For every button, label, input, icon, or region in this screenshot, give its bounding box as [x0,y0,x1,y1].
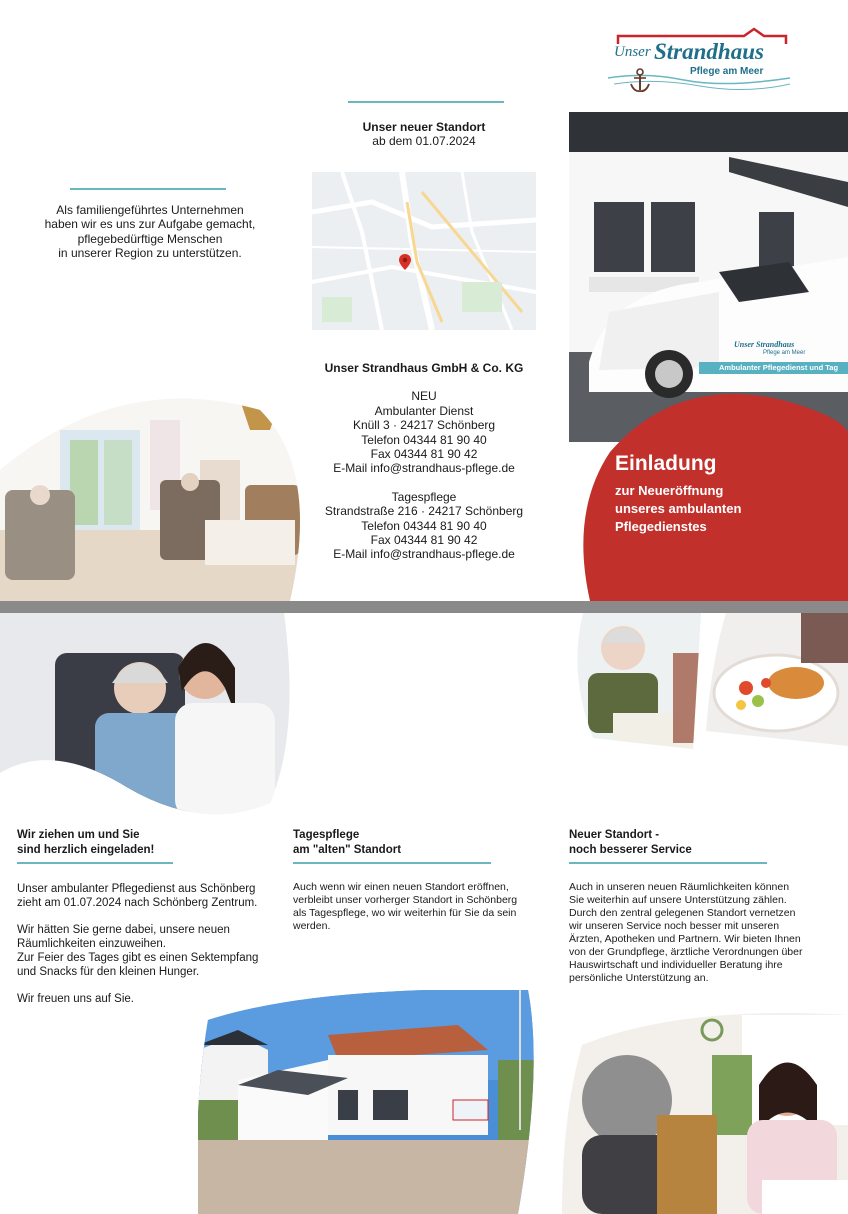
photo-day-care [562,1005,848,1214]
intro-text [20,203,280,261]
col3-line: Hauswirtschaft und individueller Beratung ihre [569,959,783,971]
invite-text [615,451,835,536]
col3-rule [569,862,767,864]
tages-phone: Telefon 04344 81 90 40 [361,518,487,533]
photo-living-room [0,390,302,601]
intro-line: in unserer Region zu unterstützen. [58,246,242,261]
col1-body [17,882,292,1006]
col3-title-line: noch besserer Service [569,844,692,856]
col1 [17,828,287,858]
invite-line: unseres ambulanten [615,501,742,516]
logo-tagline: Pflege am Meer [690,66,764,77]
logo [604,26,794,98]
col1-line: und Snacks für den kleinen Hunger. [17,966,200,978]
tages-label: Tagespflege [391,489,457,504]
col3-line: Ärzten, Apotheken und Partnern. Wir bieten Ihnen [569,933,801,945]
ambulant-phone: Telefon 04344 81 90 40 [361,432,487,447]
intro-line: pflegebedürftige Menschen [77,231,223,246]
location-date: ab dem 01.07.2024 [372,134,476,148]
col1-rule [17,862,173,864]
col1-line: Unser ambulanter Pflegedienst aus Schönberg [17,883,256,895]
intro-line: Als familiengeführtes Unternehmen [56,203,244,217]
intro-rule [70,188,226,190]
location-title: Unser neuer Standort [362,120,486,134]
photo-board-game [573,613,701,749]
tages-line: Strandstraße 216 · 24217 Schönberg [324,504,524,519]
col3-line: von der Grundpflege, ärztliche Verordnungen über [569,946,803,958]
location-heading [300,120,548,148]
col3-body [569,881,839,985]
map-pin-icon [399,254,411,270]
photo-caregiver [0,613,296,818]
logo-word-unser: Unser [614,44,651,60]
col2-rule [293,862,491,864]
company-name: Unser Strandhaus GmbH & Co. KG [324,361,524,375]
col2 [293,828,543,858]
col1-line: Räumlichkeiten einzuweihen. [17,938,166,950]
anchor-icon [631,69,649,91]
col1-line: Wir freuen uns auf Sie. [17,993,134,1005]
col2-body [293,881,548,933]
col1-line: Wir hätten Sie gerne dabei, unsere neuen [17,924,230,936]
col3-title-line: Neuer Standort - [569,829,660,841]
fold-separator [0,601,848,613]
col2-title-line: Tagespflege [293,829,360,841]
invite-line: zur Neueröffnung [615,483,724,498]
contact-block [296,361,552,562]
car-strip-text: Ambulanter Pflegedienst und Tag [719,363,839,372]
col1-line: Zur Feier des Tages gibt es einen Sektempfang [17,952,259,964]
logo-word-strandhaus: Strandhaus [654,39,764,64]
tages-email[interactable]: E-Mail info@strandhaus-pflege.de [333,547,515,562]
col3-line: Auch in unseren neuen Räumlichkeiten können [569,881,790,893]
col2-line: werden. [293,920,331,932]
location-map[interactable] [312,172,536,330]
col1-line: zieht am 01.07.2024 nach Schönberg Zentrum. [17,897,258,909]
col2-line: verbleibt unser vorherger Standort in Schönberg [293,894,518,906]
ambulant-line: Ambulanter Dienst [374,403,474,418]
col3-line: wir unseren Service noch besser mit unseren [569,920,780,932]
ambulant-fax: Fax 04344 81 90 42 [370,447,478,462]
photo-food-plate [706,613,848,746]
invite-title: Einladung [615,452,717,475]
intro-line: haben wir es uns zur Aufgabe gemacht, [44,217,256,232]
car-logo-text: Unser Strandhaus [734,340,795,349]
col2-line: als Tagespflege, wo wir weiterhin für Sie da sein [293,907,517,919]
col2-title-line: am "alten" Standort [293,844,402,856]
new-label: NEU [411,389,437,404]
ambulant-email[interactable]: E-Mail info@strandhaus-pflege.de [333,461,515,476]
col1-title-line: sind herzlich eingeladen! [17,844,155,856]
col1-title-line: Wir ziehen um und Sie [17,829,140,841]
col3-line: Sie weiterhin auf unsere Unterstützung zählen. [569,894,787,906]
location-rule [348,101,504,103]
photo-building [198,990,538,1214]
col3-line: Durch den zentral gelegenen Standort vernetzen [569,907,796,919]
invite-line: Pflegedienstes [615,519,707,534]
col2-line: Auch wenn wir einen neuen Standort eröffnen, [293,881,509,893]
col3 [569,828,829,858]
col3-line: persönliche Unterstützung an. [569,972,709,984]
tages-fax: Fax 04344 81 90 42 [370,533,478,548]
ambulant-line: Knüll 3 · 24217 Schönberg [352,418,496,433]
car-logo-tag: Pflege am Meer [763,350,806,356]
